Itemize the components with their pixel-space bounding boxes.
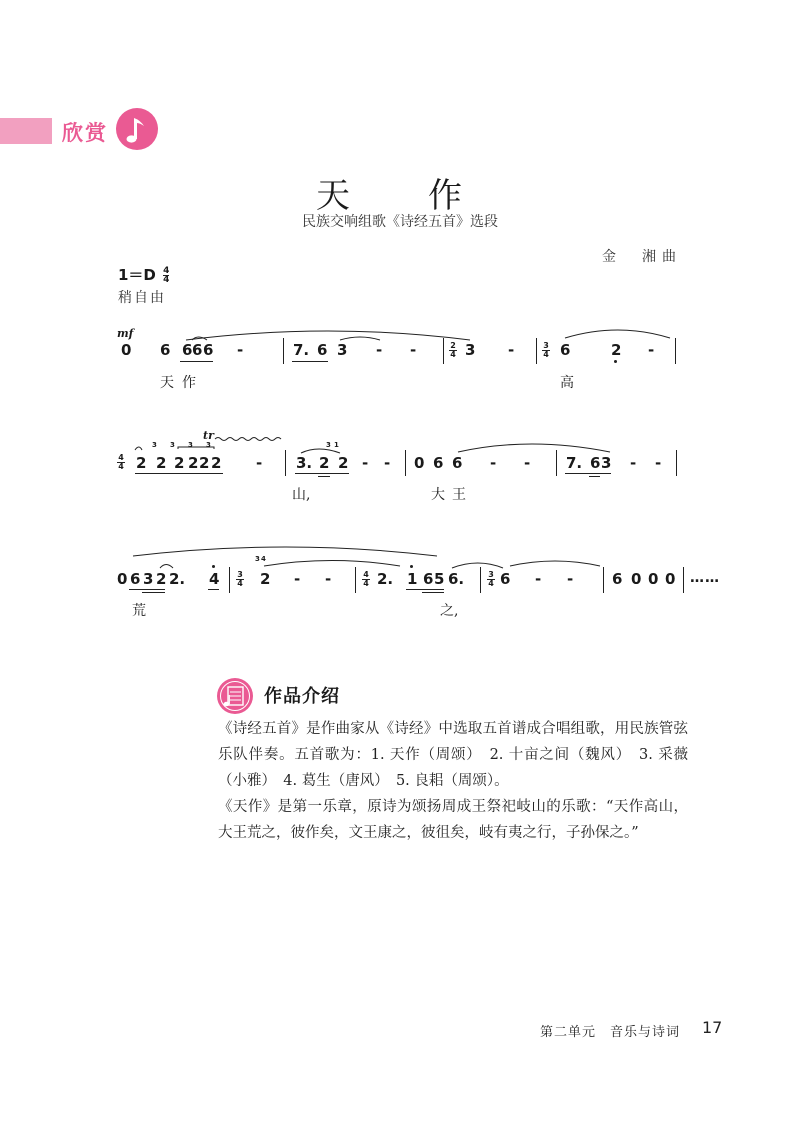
lyric: 高: [560, 375, 574, 391]
grace-note: 3: [206, 441, 211, 449]
score-note: 2.: [377, 570, 394, 588]
score-note: -: [384, 454, 391, 472]
score-note: 0: [631, 570, 642, 588]
slur: [160, 565, 173, 569]
score-note: 0: [121, 341, 132, 359]
score-note: -: [410, 341, 417, 359]
score-note: 2: [156, 454, 167, 472]
score-note: 0: [665, 570, 676, 588]
score-note: 6: [160, 341, 171, 359]
score-note: 2: [156, 570, 167, 588]
tsig-num: 3: [237, 570, 243, 579]
score-note: 6: [560, 341, 571, 359]
lyric: 山,: [292, 487, 311, 503]
score-note: 1: [407, 570, 418, 588]
lyric: 王: [452, 487, 466, 503]
score-note: 3: [143, 570, 154, 588]
tsig-num: 4: [118, 453, 124, 462]
slur: [186, 331, 470, 340]
score-note: -: [655, 454, 662, 472]
tsig-num: 2: [450, 341, 456, 350]
score-note: -: [524, 454, 531, 472]
section-label: 欣赏: [62, 121, 108, 145]
score-note: 0: [648, 570, 659, 588]
grace-note: 3: [255, 555, 260, 563]
lyric: 作: [182, 375, 196, 391]
score-note: 6: [423, 570, 434, 588]
score-note: -: [325, 570, 332, 588]
score-note: -: [256, 454, 263, 472]
score-note: 2: [136, 454, 147, 472]
score-note: -: [535, 570, 542, 588]
score-note: 6: [317, 341, 328, 359]
score-note: 2: [188, 454, 199, 472]
score-note: 5: [434, 570, 445, 588]
slur: [565, 330, 670, 338]
score-note: 2: [260, 570, 271, 588]
tsig-den: 4: [363, 579, 369, 588]
grace-note: 4: [261, 555, 266, 563]
score-note: -: [648, 341, 655, 359]
score-note: 6.: [448, 570, 465, 588]
score-note: 6: [433, 454, 444, 472]
intro-body: [218, 716, 688, 846]
score-note: 6: [203, 341, 214, 359]
score-note: 6: [612, 570, 623, 588]
grace-note: 3: [170, 441, 175, 449]
grace-note: 3: [152, 441, 157, 449]
score-note: 2: [319, 454, 330, 472]
tuplet-bracket: [178, 447, 214, 449]
score-note: 7.: [293, 341, 310, 359]
slur: [264, 561, 400, 567]
score-note: -: [508, 341, 515, 359]
lyric: 之,: [440, 603, 459, 619]
slur: [135, 447, 142, 450]
slur: [340, 337, 380, 340]
score-note: -: [294, 570, 301, 588]
score-note: 6: [182, 341, 193, 359]
trill-line: [215, 438, 281, 441]
lyric: 荒: [132, 603, 146, 619]
score-note: 6: [590, 454, 601, 472]
score-note: 0: [414, 454, 425, 472]
time-signature-den: 4: [163, 275, 170, 285]
slur: [510, 561, 600, 566]
score-note: 7.: [566, 454, 583, 472]
tsig-den: 4: [488, 579, 494, 588]
tsig-num: 3: [543, 341, 549, 350]
tsig-num: 3: [488, 570, 494, 579]
slur: [452, 563, 503, 568]
score-note: 2: [338, 454, 349, 472]
score-note: -: [237, 341, 244, 359]
footer-unit-title: 第二单元 音乐与诗词: [540, 1025, 681, 1040]
slur: [301, 449, 340, 453]
lyric: 天: [160, 375, 174, 391]
page-number: 17: [702, 1018, 723, 1037]
lyric: 大: [431, 487, 445, 503]
intro-heading: 作品介绍: [264, 686, 340, 707]
key-signature-text: 1＝D: [118, 266, 156, 284]
intro-paragraph: 《诗经五首》是作曲家从《诗经》中选取五首谱成合唱组歌，用民族管弦乐队伴奏。五首歌为：1. 天作（周颂） 2. 十亩之间（魏风） 3. 采薇（小雅） 4. 葛生（唐风） 5. 良耜（周颂）。: [218, 721, 688, 789]
score-note: 6: [452, 454, 463, 472]
piece-subtitle: 民族交响组歌《诗经五首》选段: [302, 214, 498, 230]
score-note: -: [630, 454, 637, 472]
score-note: 6: [192, 341, 203, 359]
score-note: -: [567, 570, 574, 588]
intro-paragraph: 《天作》是第一乐章，原诗为颂扬周成王祭祀岐山的乐歌：“天作高山，大王荒之，彼作矣，文王康之，彼徂矣，岐有夷之行，子孙保之。”: [218, 799, 688, 841]
grace-note: 3: [326, 441, 331, 449]
music-sheet-icon: [216, 677, 254, 715]
score-note: -: [376, 341, 383, 359]
score-note: 2.: [169, 570, 186, 588]
score-note: 2: [199, 454, 210, 472]
tuplet-mark: 3: [188, 441, 193, 449]
dynamic-mf: mf: [117, 327, 134, 340]
score-note: 4: [209, 570, 220, 588]
score-note: -: [362, 454, 369, 472]
slur: [458, 444, 610, 452]
score-note: 3: [601, 454, 612, 472]
tsig-num: 4: [363, 570, 369, 579]
score-note: 6: [500, 570, 511, 588]
tsig-den: 4: [118, 462, 124, 471]
score-note: 6: [130, 570, 141, 588]
tsig-den: 4: [450, 350, 456, 359]
piece-title: 天 作: [316, 176, 484, 216]
continuation-dots: ……: [690, 570, 720, 586]
time-signature-num: 4: [163, 266, 170, 276]
score-note: 2: [211, 454, 222, 472]
trill-mark: tr: [203, 429, 214, 442]
tsig-den: 4: [237, 579, 243, 588]
score-note: 2: [174, 454, 185, 472]
tsig-den: 4: [543, 350, 549, 359]
score-note: 3: [337, 341, 348, 359]
score-note: 3: [465, 341, 476, 359]
score-note: 0: [117, 570, 128, 588]
tempo-marking: 稍自由: [118, 290, 166, 306]
score-note: 3.: [296, 454, 313, 472]
slur: [133, 547, 437, 556]
grace-note: 1: [334, 441, 339, 449]
composer-credit: 金 湘曲: [602, 249, 682, 265]
score-note: 2: [611, 341, 622, 359]
score-note: -: [490, 454, 497, 472]
